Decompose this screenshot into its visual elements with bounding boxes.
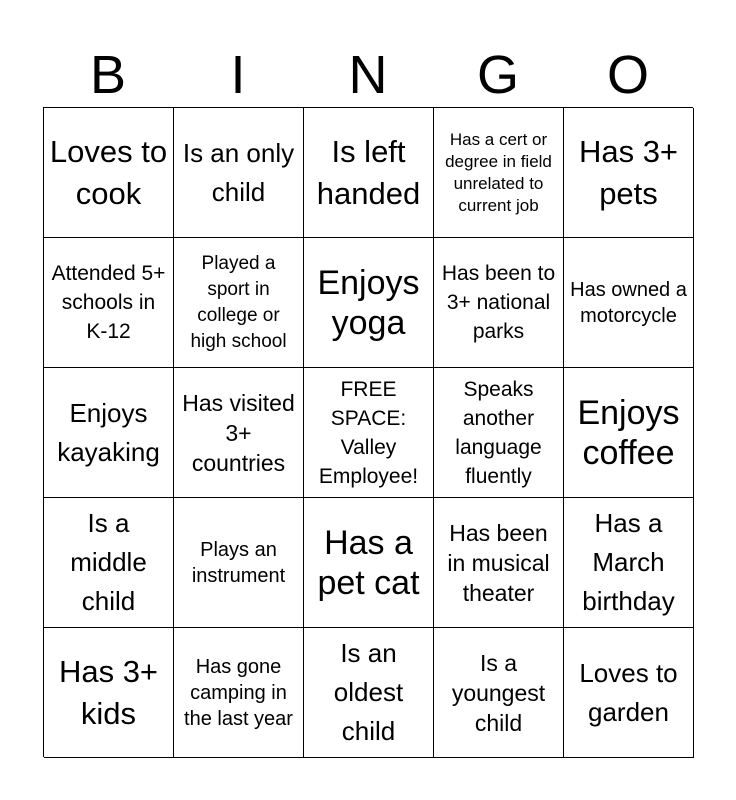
bingo-cell[interactable]: Enjoys yoga <box>304 238 434 368</box>
bingo-cell[interactable]: Is an only child <box>174 108 304 238</box>
bingo-cell[interactable]: Has 3+ kids <box>44 628 174 758</box>
bingo-cell[interactable]: Has 3+ pets <box>564 108 694 238</box>
bingo-cell[interactable]: Enjoys coffee <box>564 368 694 498</box>
bingo-cell[interactable]: Speaks another language fluently <box>434 368 564 498</box>
bingo-cell[interactable]: Has a cert or degree in field unrelated to current job <box>434 108 564 238</box>
bingo-grid <box>43 107 693 757</box>
bingo-header <box>43 46 693 104</box>
bingo-cell[interactable]: Loves to garden <box>564 628 694 758</box>
bingo-cell[interactable]: Has a March birthday <box>564 498 694 628</box>
header-letter-i: I <box>230 45 246 105</box>
bingo-cell[interactable]: Has gone camping in the last year <box>174 628 304 758</box>
bingo-cell[interactable]: Is a middle child <box>44 498 174 628</box>
bingo-cell[interactable]: Is an oldest child <box>304 628 434 758</box>
bingo-cell[interactable]: Is a youngest child <box>434 628 564 758</box>
bingo-cell[interactable]: Has been to 3+ national parks <box>434 238 564 368</box>
header-letter-b: B <box>89 45 127 105</box>
free-space-cell[interactable]: FREE SPACE: Valley Employee! <box>304 368 434 498</box>
bingo-cell[interactable]: Played a sport in college or high school <box>174 238 304 368</box>
bingo-cell[interactable]: Has been in musical theater <box>434 498 564 628</box>
bingo-cell[interactable]: Has a pet cat <box>304 498 434 628</box>
bingo-cell[interactable]: Has owned a motorcycle <box>564 238 694 368</box>
bingo-cell[interactable]: Attended 5+ schools in K-12 <box>44 238 174 368</box>
bingo-cell[interactable]: Loves to cook <box>44 108 174 238</box>
bingo-cell[interactable]: Is left handed <box>304 108 434 238</box>
bingo-cell[interactable]: Enjoys kayaking <box>44 368 174 498</box>
header-letter-g: G <box>476 45 519 105</box>
bingo-cell[interactable]: Has visited 3+ countries <box>174 368 304 498</box>
bingo-cell[interactable]: Plays an instrument <box>174 498 304 628</box>
header-letter-o: O <box>606 45 649 105</box>
header-letter-n: N <box>348 45 388 105</box>
